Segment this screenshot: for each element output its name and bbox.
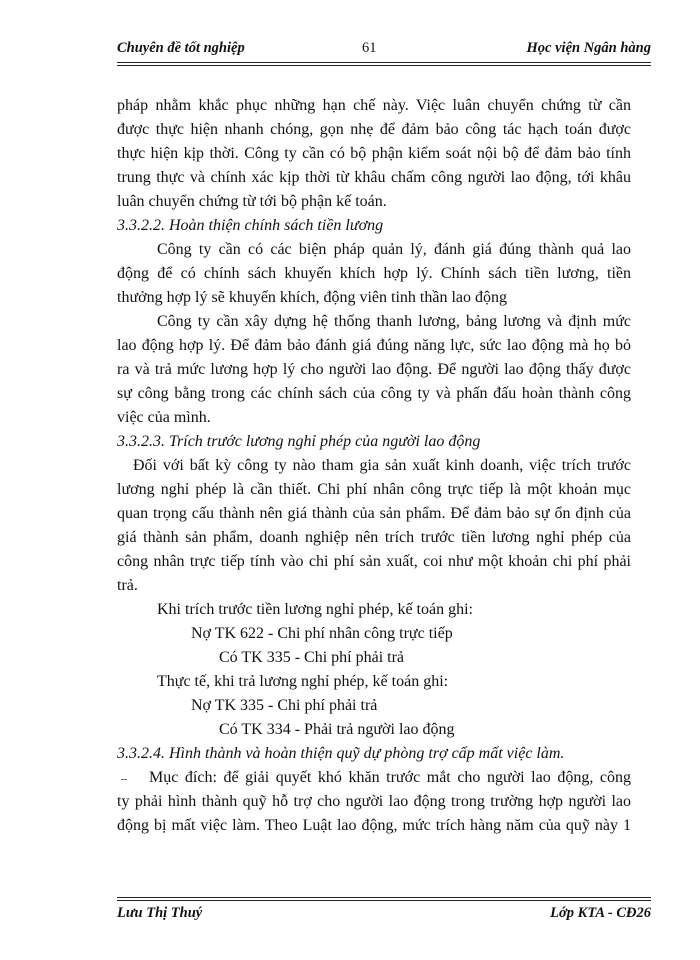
body-line: động bị mất việc làm. Theo Luật lao động, mức trích hàng năm của quỹ này 1 xyxy=(117,817,631,834)
body-line: giá thành sản phẩm, doanh nghiệp nên trích trước tiền lương nghỉ phép của xyxy=(117,529,631,546)
body-line: lương nghỉ phép là cần thiết. Chi phí nhân công trực tiếp là một khoản mục xyxy=(117,481,631,498)
body-line: sự công bằng trong các chính sách của công ty và phấn đấu hoàn thành công xyxy=(117,385,631,402)
page-body xyxy=(117,94,631,838)
footer-author: Lưu Thị Thuý xyxy=(117,905,203,921)
body-line: pháp nhằm khắc phục những hạn chế này. Việc luân chuyển chứng từ cần xyxy=(117,97,631,114)
body-line: Công ty cần xây dựng hệ thống thanh lương, bảng lương và định mức xyxy=(157,313,631,330)
body-line: trung thực và chính xác kịp thời từ khâu chấm công người lao động, tới khâu xyxy=(117,169,631,186)
header-title: Chuyên đề tốt nghiệp xyxy=(117,40,245,56)
journal-entry: Có TK 335 - Chi phí phải trả xyxy=(219,649,405,666)
footer-rule xyxy=(117,900,651,901)
header-institution: Học viện Ngân hàng xyxy=(526,40,651,56)
body-line: việc của mình. xyxy=(117,409,211,426)
body-line-text: Mục đích: để giải quyết khó khăn trước mắt cho người lao động, công xyxy=(149,769,631,786)
body-line: được thực hiện nhanh chóng, gọn nhẹ để đảm bảo công tác hạch toán được xyxy=(117,121,631,138)
body-line: lao động hợp lý. Để đảm bảo đánh giá đúng năng lực, sức lao động mà họ bỏ xyxy=(117,337,631,354)
journal-entry: Có TK 334 - Phải trả người lao động xyxy=(219,721,455,738)
body-line: công nhân trực tiếp tính vào chi phí sản xuất, coi như một khoản chi phí phải xyxy=(117,553,631,570)
section-heading: 3.3.2.2. Hoàn thiện chính sách tiền lương xyxy=(117,217,384,234)
body-line: thưởng hợp lý sẽ khuyến khích, động viên tinh thần lao động xyxy=(117,289,507,306)
body-line: luân chuyển chứng từ tới bộ phận kế toán. xyxy=(117,193,387,210)
journal-entry: Nợ TK 335 - Chi phí phải trả xyxy=(191,697,378,714)
body-line: ty phải hình thành quỹ hỗ trợ cho người lao động trong trường hợp người lao xyxy=(117,793,631,810)
body-line: Công ty cần có các biện pháp quản lý, đánh giá đúng thành quả lao xyxy=(157,241,631,258)
dash-bullet: – xyxy=(121,771,127,785)
header-rule xyxy=(117,65,651,66)
section-heading: 3.3.2.3. Trích trước lương nghỉ phép của người lao động xyxy=(117,433,481,450)
journal-entry: Khi trích trước tiền lương nghỉ phép, kế toán ghi: xyxy=(157,601,473,618)
journal-entry: Nợ TK 622 - Chi phí nhân công trực tiếp xyxy=(191,625,453,642)
body-line: động để có chính sách khuyến khích hợp lý. Chính sách tiền lương, tiền xyxy=(117,265,631,282)
body-line: thực hiện kịp thời. Công ty cần có bộ phận kiểm soát nội bộ để đảm bảo tính xyxy=(117,145,631,162)
body-line: ra và trả mức lương hợp lý cho người lao động. Để người lao động thấy được xyxy=(117,361,631,378)
header-rule xyxy=(117,62,651,63)
page-header xyxy=(117,40,651,60)
section-heading: 3.3.2.4. Hình thành và hoàn thiện quỹ dự phòng trợ cấp mất việc làm. xyxy=(117,745,565,762)
body-line: trả. xyxy=(117,577,138,594)
footer-class: Lớp KTA - CĐ26 xyxy=(550,905,651,921)
footer-rule xyxy=(117,897,651,898)
body-line-dashed xyxy=(117,766,631,790)
page-footer xyxy=(117,905,651,925)
body-line: quan trọng cấu thành nên giá thành của sản phẩm. Để đảm bảo sự ổn định của xyxy=(117,505,631,522)
body-line: Đối với bất kỳ công ty nào tham gia sản xuất kinh doanh, việc trích trước xyxy=(133,457,631,474)
page-number: 61 xyxy=(362,40,377,56)
journal-entry: Thực tế, khi trả lương nghỉ phép, kế toán ghi: xyxy=(157,673,449,690)
